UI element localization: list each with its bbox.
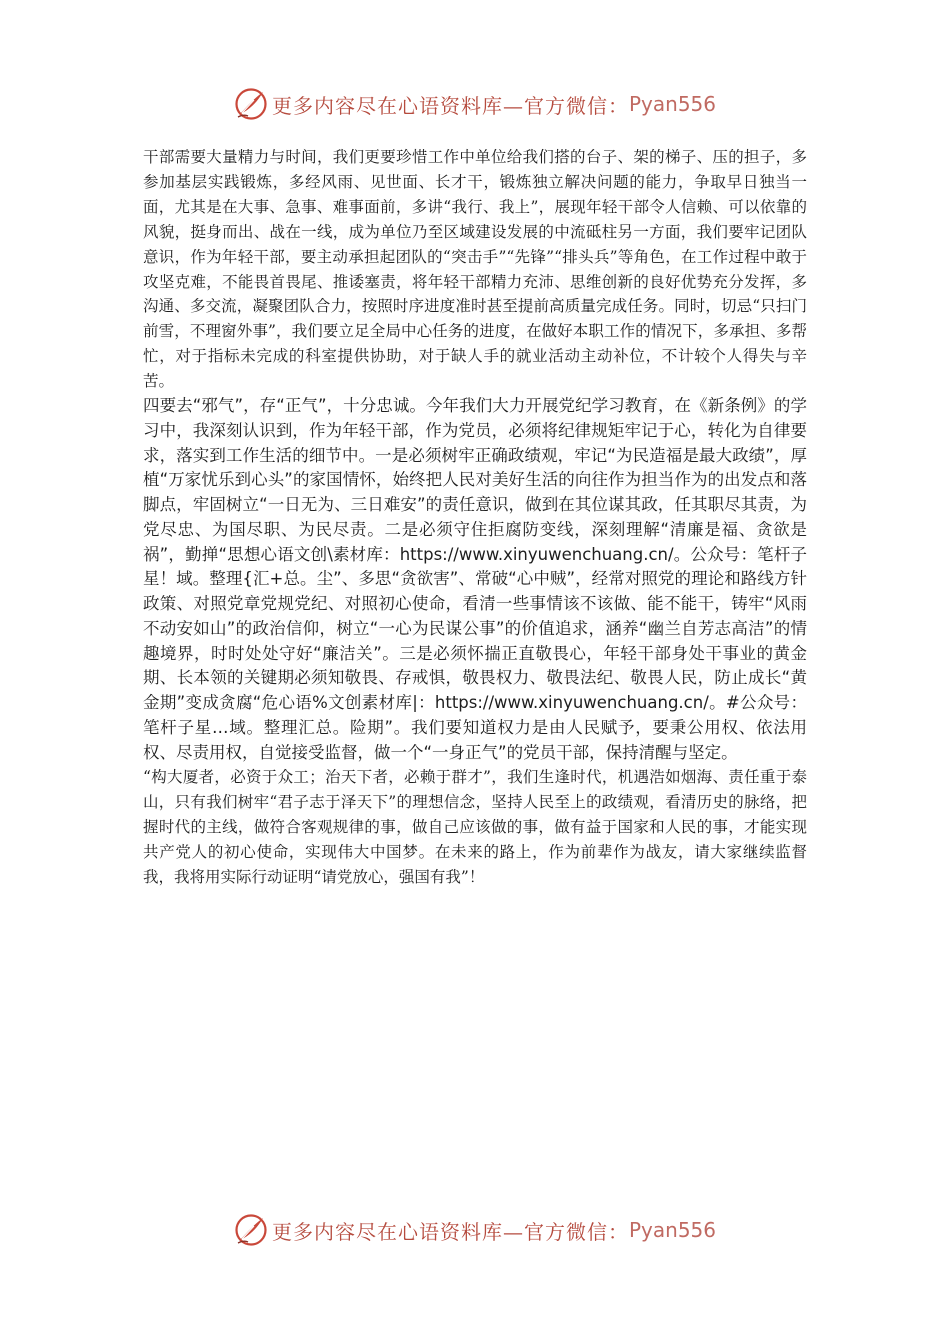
quill-logo-icon [234,87,268,121]
paragraph-conclusion: “构大厦者，必资于众工；治天下者，必赖于群才”，我们生逢时代，机遇浩如烟海、责任重于泰山，只有我们树牢“君子志于泽天下”的理想信念，坚持人民至上的政绩观，看清历史的脉络，把握时代的主线，做符合客观规律的事，做自己应该做的事，做有益于国家和人民的事，才能实现共产党人的初心使命，实现伟大中国梦。在未来的路上，作为前辈作为战友，请大家继续监督我，我将用实际行动证明“请党放心，强国有我”！ [143,768,807,886]
footer-slogan: 更多内容尽在心语资料库—官方微信： [271,1219,629,1244]
paragraph-integrity: 四要去“邪气”，存“正气”，十分忠诚。今年我们大力开展党纪学习教育，在《新条例》的学习中，我深刻认识到，作为年轻干部，作为党员，必须将纪律规矩牢记于心，转化为自律要求，落实到工作生活的细节中。一是必须树牢正确政绩观，牢记“为民造福是最大政绩”，厚植“万家忧乐到心头”的家国情怀，始终把人民对美好生活的向往作为担当作为的出发点和落脚点，牢固树立“一日无为、三日难安”的责任意识，做到在其位谋其政，任其职尽其责，为党尽忠、为国尽职、为民尽责。二是必须守住拒腐防变线，深刻理解“清廉是福、贪欲是祸”，勤掸“思想心语文创\素材库：https://www.xinyuwenchuang.cn/。公众号：笔杆子星！域。整理{汇+总。尘”、多思“贪欲害”、常破“心中贼”，经常对照党的理论和路线方针政策、对照党章党规党纪、对照初心使命，看清一些事情该不该做、能不能干，铸牢“风雨不动安如山”的政治信仰，树立“一心为民谋公事”的价值追求，涵养“幽兰自芳志高洁”的情趣境界，时时处处守好“廉洁关”。三是必须怀揣正直敬畏心，年轻干部身处干事业的黄金期、长本领的关键期必须知敬畏、存戒惧，敬畏权力、敬畏法纪、敬畏人民，防止成长“黄金期”变成贪腐“危心语%文创素材库|：https://www.xinyuwenchuang.cn/。#公众号：笔杆子星…域。整理汇总。险期”。我们要知道权力是由人民赋予，要秉公用权、依法用权、尽责用权，自觉接受监督，做一个“一身正气”的党员干部，保持清醒与坚定。 [143,396,807,762]
header-slogan: 更多内容尽在心语资料库—官方微信： [271,93,629,118]
document-body [143,145,807,890]
header-banner [0,84,950,124]
footer-banner [0,1210,950,1250]
header-wechat-id: Pyan556 [628,92,716,116]
footer-wechat-id: Pyan556 [628,1218,716,1242]
paragraph-team-responsibility: 干部需要大量精力与时间，我们更要珍惜工作中单位给我们搭的台子、架的梯子、压的担子，多参加基层实践锻炼，多经风雨、见世面、长才干，锻炼独立解决问题的能力，争取早日独当一面，尤其是在大事、急事、难事面前，多讲“我行、我上”，展现年轻干部令人信赖、可以依靠的风貌，挺身而出、战在一线，成为单位乃至区域建设发展的中流砥柱另一方面，我们要牢记团队意识，作为年轻干部，要主动承担起团队的“突击手”“先锋”“排头兵”等角色，在工作过程中敢于攻坚克难，不能畏首畏尾、推诿塞责，将年轻干部精力充沛、思维创新的良好优势充分发挥，多沟通、多交流，凝聚团队合力，按照时序进度准时甚至提前高质量完成任务。同时，切忌“只扫门前雪，不理窗外事”，我们要立足全局中心任务的进度，在做好本职工作的情况下，多承担、多帮忙，对于指标未完成的科室提供协助，对于缺人手的就业活动主动补位，不计较个人得失与辛苦。 [143,148,807,391]
quill-logo-icon [234,1213,268,1247]
